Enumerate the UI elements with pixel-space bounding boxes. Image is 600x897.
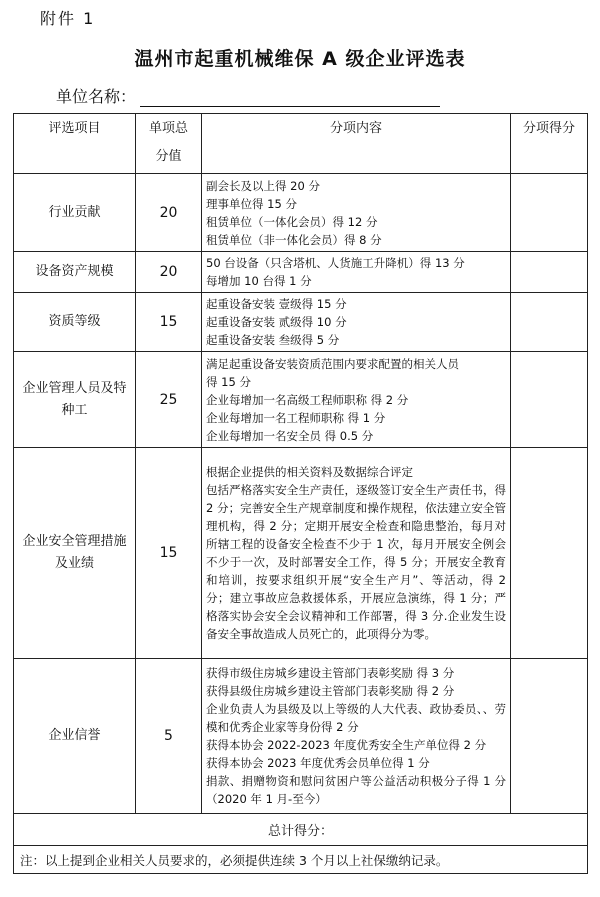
row-item-line: 及业绩	[54, 556, 94, 571]
content-line: 租赁单位（非一体化会员）得 8 分	[206, 232, 382, 247]
row-item	[14, 448, 136, 659]
row-item-line: 企业管理人员及特	[22, 380, 127, 396]
header-result: 分项得分	[511, 114, 588, 174]
row-item: 资质等级	[14, 293, 136, 352]
row-item: 企业信誉	[14, 659, 136, 814]
table-row	[14, 252, 588, 293]
table-row	[14, 448, 588, 659]
row-result-cell[interactable]	[511, 659, 588, 814]
content-line: 获得本协会 2022-2023 年度优秀安全生产单位得 2 分	[206, 738, 487, 752]
unit-name-row	[56, 84, 440, 107]
attachment-label: 附件 1	[40, 9, 96, 28]
content-line: 满足起重设备安装资质范围内要求配置的相关人员	[206, 356, 459, 371]
content-line: 企业每增加一名工程师职称 得 1 分	[206, 410, 386, 425]
content-line: 租赁单位（一体化会员）得 12 分	[206, 214, 378, 229]
content-line: 获得县级住房城乡建设主管部门表彰奖励 得 2 分	[206, 684, 455, 698]
row-content	[202, 448, 511, 659]
row-score: 15	[136, 293, 202, 352]
row-content	[202, 293, 511, 352]
row-score: 20	[136, 174, 202, 252]
row-item	[14, 352, 136, 448]
row-score: 15	[136, 448, 202, 659]
row-content	[202, 174, 511, 252]
evaluation-table	[13, 113, 588, 874]
table-row	[14, 659, 588, 814]
content-line: 50 台设备（只含塔机、人货施工升降机）得 13 分	[206, 256, 465, 270]
content-line: 得 15 分	[206, 374, 251, 389]
table-row	[14, 352, 588, 448]
total-cell[interactable]	[14, 814, 588, 846]
header-score	[136, 114, 202, 174]
unit-name-label: 单位名称：	[56, 87, 137, 106]
note-row	[14, 846, 588, 874]
content-line: 起重设备安装 贰级得 10 分	[206, 315, 347, 329]
content-line: 副会长及以上得 20 分	[206, 178, 320, 193]
row-result-cell[interactable]	[511, 352, 588, 448]
row-content	[202, 252, 511, 293]
row-item: 设备资产规模	[14, 252, 136, 293]
content-paragraph: 捐款、捐赠物资和慰问贫困户等公益活动积极分子得 1 分（2020 年 1 月-至今）	[206, 774, 506, 806]
content-line: 起重设备安装 叁级得 5 分	[206, 333, 340, 347]
table-row	[14, 174, 588, 252]
header-score-line2: 分值	[155, 148, 182, 164]
header-content: 分项内容	[202, 114, 511, 174]
content-line: 起重设备安装 壹级得 15 分	[206, 297, 347, 311]
content-line: 理事单位得 15 分	[206, 196, 297, 211]
header-row	[14, 114, 588, 174]
row-result-cell[interactable]	[511, 174, 588, 252]
row-content	[202, 659, 511, 814]
row-item-line: 企业安全管理措施	[22, 534, 127, 549]
content-line: 企业每增加一名安全员 得 0.5 分	[206, 428, 374, 443]
content-paragraph: 包括严格落实安全生产责任，逐级签订安全生产责任书，得 2 分；完善安全生产规章制度和操作规程，依法建立安全管理机构，得 2 分；定期开展安全检查和隐患整治，每月对所辖工程的设备安全检查不少于 1 次，每月开展安全例会不少于一次，及时部署安全工作，得 5 分；开展安全教育和培训，按要求组织开展“安全生产月”、等活动，得 2 分；建立事故应急救援体系，开展应急演练，得 1 分；严格落实协会安全会议精神和工作部署，得 3 分.企业发生设备安全事故造成人员死亡的，此项得分为零。	[206, 483, 506, 641]
total-label: 总计得分：	[267, 824, 333, 839]
total-row	[14, 814, 588, 846]
header-score-line1: 单项总	[148, 120, 188, 136]
content-line: 根据企业提供的相关资料及数据综合评定	[206, 465, 413, 479]
page-title: 温州市起重机械维保 A 级企业评选表	[134, 48, 466, 70]
row-content	[202, 352, 511, 448]
row-score: 20	[136, 252, 202, 293]
row-item: 行业贡献	[14, 174, 136, 252]
content-line: 每增加 10 台得 1 分	[206, 274, 312, 288]
content-paragraph: 企业负责人为县级及以上等级的人大代表、政协委员、、劳模和优秀企业家等身份得 2 分	[206, 702, 506, 734]
content-line: 获得本协会 2023 年度优秀会员单位得 1 分	[206, 756, 430, 770]
content-line: 获得市级住房城乡建设主管部门表彰奖励 得 3 分	[206, 666, 455, 680]
unit-name-field[interactable]	[140, 88, 440, 107]
header-item: 评选项目	[14, 114, 136, 174]
row-result-cell[interactable]	[511, 448, 588, 659]
table-row	[14, 293, 588, 352]
row-item-line: 种工	[61, 402, 88, 418]
row-score: 5	[136, 659, 202, 814]
row-result-cell[interactable]	[511, 293, 588, 352]
row-result-cell[interactable]	[511, 252, 588, 293]
content-line: 企业每增加一名高级工程师职称 得 2 分	[206, 392, 409, 407]
row-score: 25	[136, 352, 202, 448]
note-text: 注：以上提到企业相关人员要求的，必须提供连续 3 个月以上社保缴纳记录。	[14, 846, 588, 874]
